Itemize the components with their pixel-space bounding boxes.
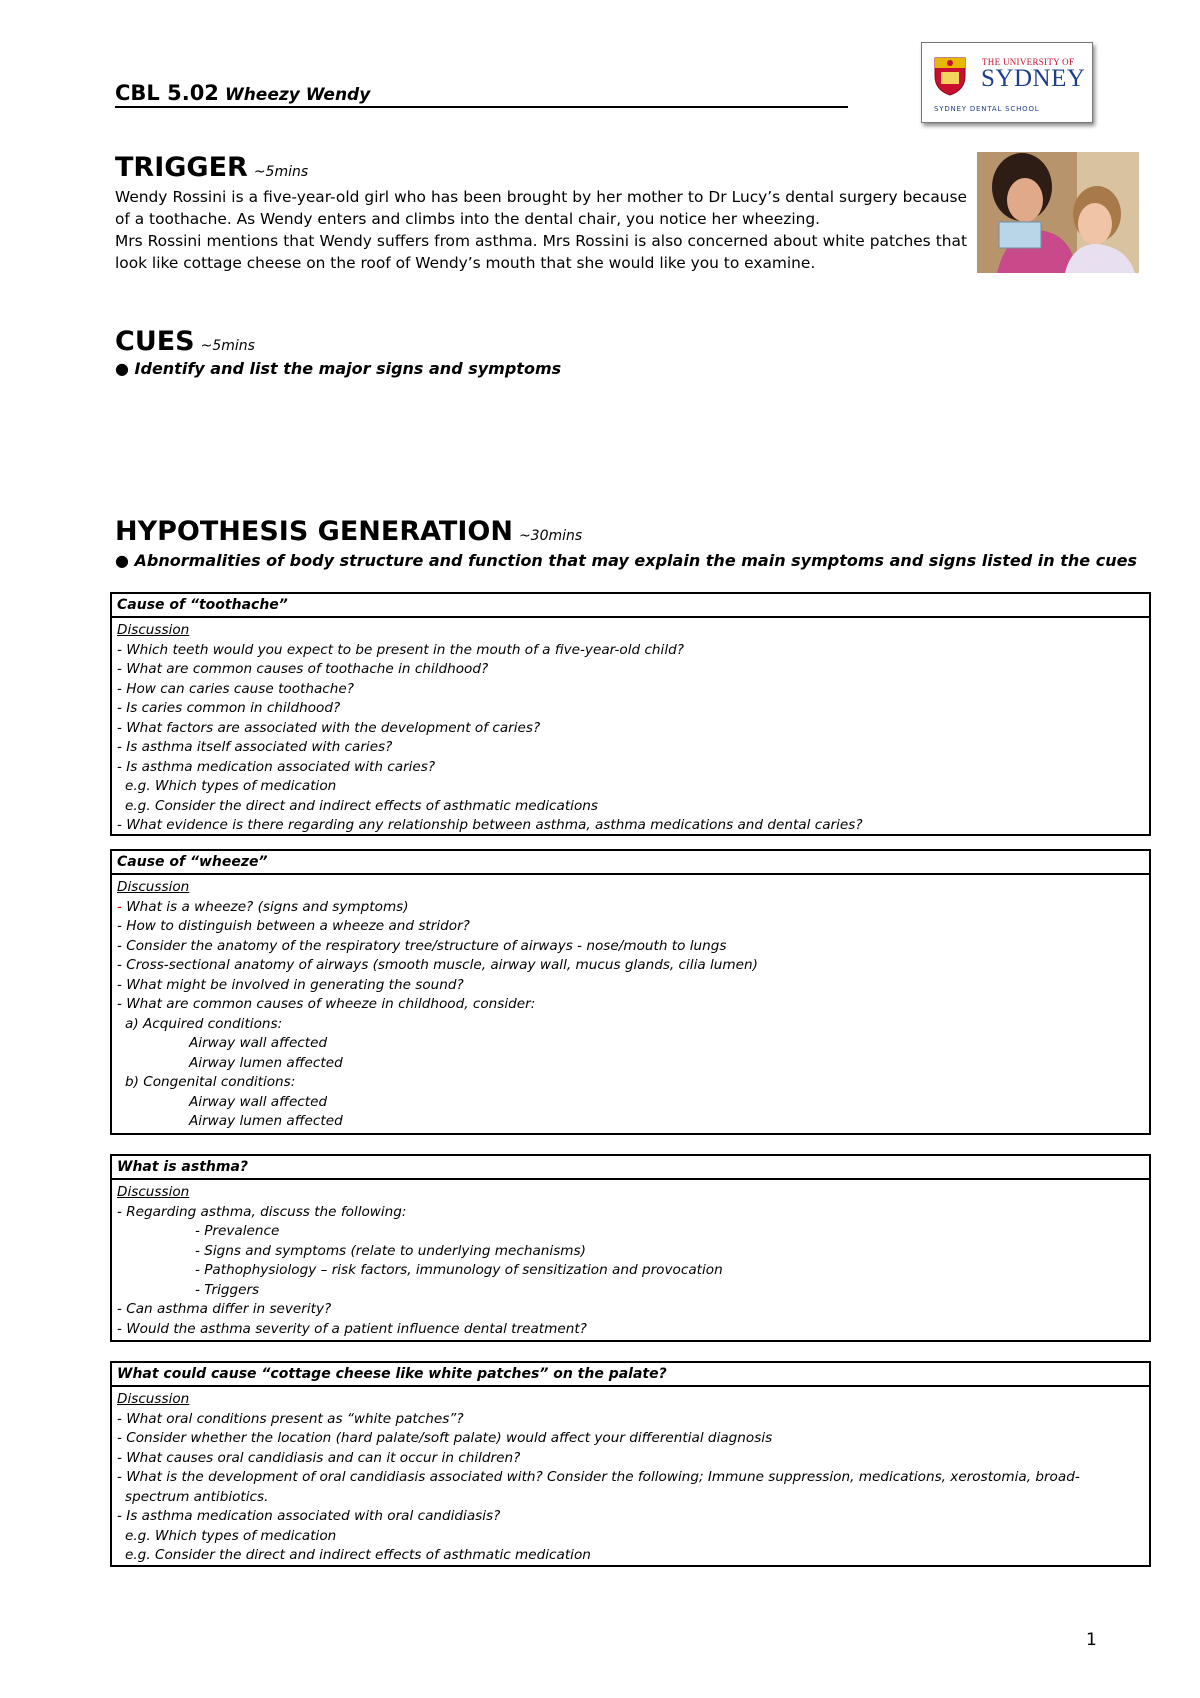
list-item: - Cross-sectional anatomy of airways (smooth muscle, airway wall, mucus glands, cilia lumen)	[117, 957, 758, 973]
hypothesis-time: ~30mins	[518, 528, 583, 544]
list-item: - What are common causes of toothache in childhood?	[117, 661, 489, 677]
list-item: - How to distinguish between a wheeze and stridor?	[117, 918, 470, 934]
wheeze-box	[110, 849, 1151, 1135]
discussion-label: Discussion	[117, 879, 190, 895]
list-item: - Is asthma medication associated with caries?	[117, 758, 436, 775]
list-item: - What is the development of oral candidiasis associated with? Consider the following; Immune suppression, medications, xerostomia, broad-spectrum antibiotics.	[117, 1469, 1080, 1505]
list-item: e.g. Consider the direct and indirect effects of asthmatic medication	[125, 1547, 591, 1563]
toothache-title: Cause of “toothache”	[112, 594, 1149, 618]
list-item: - What evidence is there regarding any relationship between asthma, asthma medications and dental caries?	[117, 817, 863, 833]
white-patches-box	[110, 1361, 1151, 1567]
list-item: e.g. Which types of medication	[125, 1527, 337, 1544]
discussion-label: Discussion	[117, 622, 190, 638]
hypothesis-heading: HYPOTHESIS GENERATION ~30mins	[115, 516, 583, 547]
university-logo	[921, 42, 1093, 123]
list-item: - What factors are associated with the development of caries?	[117, 719, 541, 736]
list-item: - Prevalence	[195, 1223, 280, 1239]
list-item: - What is a wheeze? (signs and symptoms)	[117, 898, 409, 915]
trigger-time: ~5mins	[253, 164, 309, 180]
list-item: Airway wall affected	[189, 1093, 328, 1110]
case-code: CBL 5.02	[115, 81, 219, 105]
list-item: - Is asthma medication associated with oral candidiasis?	[117, 1508, 501, 1524]
hypothesis-bullet: ● Abnormalities of body structure and function that may explain the main symptoms and signs listed in the cues	[115, 551, 1137, 570]
list-item: - Is caries common in childhood?	[117, 700, 341, 716]
list-item: - Would the asthma severity of a patient influence dental treatment?	[117, 1320, 587, 1337]
list-item: Airway lumen affected	[189, 1054, 343, 1071]
red-dash: -	[117, 898, 122, 915]
list-item: - Triggers	[195, 1281, 260, 1298]
trigger-paragraph-1: Wendy Rossini is a five-year-old girl who has been brought by her mother to Dr Lucy’s dental surgery because of a toothache. As Wendy enters and climbs into the dental chair, you notice her wheezing.	[115, 188, 967, 228]
cues-bullet: ● Identify and list the major signs and symptoms	[115, 359, 562, 378]
list-item: e.g. Consider the direct and indirect effects of asthmatic medications	[125, 797, 598, 814]
logo-line-3: SYDNEY DENTAL SCHOOL	[934, 105, 1040, 113]
list-item: - Can asthma differ in severity?	[117, 1301, 332, 1317]
trigger-heading: TRIGGER ~5mins	[115, 152, 309, 183]
list-item: - Pathophysiology – risk factors, immunology of sensitization and provocation	[195, 1262, 723, 1278]
case-name: Wheezy Wendy	[224, 85, 371, 105]
list-item: - What causes oral candidiasis and can it occur in children?	[117, 1449, 521, 1466]
list-item: a) Acquired conditions:	[125, 1015, 283, 1032]
list-item: - What are common causes of wheeze in childhood, consider:	[117, 996, 536, 1012]
wheeze-title: Cause of “wheeze”	[112, 851, 1149, 875]
list-item: Airway lumen affected	[189, 1113, 343, 1129]
list-item: b) Congenital conditions:	[125, 1074, 296, 1090]
list-item: - Consider whether the location (hard palate/soft palate) would affect your differential diagnosis	[117, 1430, 773, 1446]
logo-line-2: SYDNEY	[981, 65, 1086, 92]
list-item: e.g. Which types of medication	[125, 778, 337, 794]
list-item: - What might be involved in generating the sound?	[117, 976, 464, 993]
page-title	[115, 82, 848, 108]
trigger-paragraph-2: Mrs Rossini mentions that Wendy suffers from asthma. Mrs Rossini is also concerned about white patches that look like cottage cheese on the roof of Wendy’s mouth that she would like you to examine.	[115, 232, 967, 272]
list-item: - Is asthma itself associated with caries?	[117, 739, 393, 755]
list-item: Airway wall affected	[189, 1035, 328, 1051]
cues-heading: CUES ~5mins	[115, 326, 255, 357]
discussion-label: Discussion	[117, 1184, 190, 1200]
trigger-text	[115, 186, 967, 274]
list-item: - Regarding asthma, discuss the following:	[117, 1203, 407, 1220]
cues-time: ~5mins	[200, 338, 255, 354]
list-item: - What oral conditions present as “white patches”?	[117, 1410, 464, 1427]
list-item: - Consider the anatomy of the respiratory tree/structure of airways - nose/mouth to lungs	[117, 937, 727, 954]
list-item: - Signs and symptoms (relate to underlying mechanisms)	[195, 1242, 586, 1259]
crest-icon	[933, 56, 967, 96]
trigger-photo	[977, 152, 1139, 273]
asthma-box	[110, 1154, 1151, 1342]
logo-line-1: THE UNIVERSITY OF	[982, 57, 1075, 67]
list-item: - Which teeth would you expect to be present in the mouth of a five-year-old child?	[117, 641, 684, 658]
white-patches-title: What could cause “cottage cheese like white patches” on the palate?	[112, 1363, 1149, 1387]
page-number: 1	[1086, 1630, 1097, 1650]
discussion-label: Discussion	[117, 1391, 190, 1407]
list-item: - How can caries cause toothache?	[117, 680, 354, 697]
asthma-title: What is asthma?	[112, 1156, 1149, 1180]
toothache-box	[110, 592, 1151, 836]
